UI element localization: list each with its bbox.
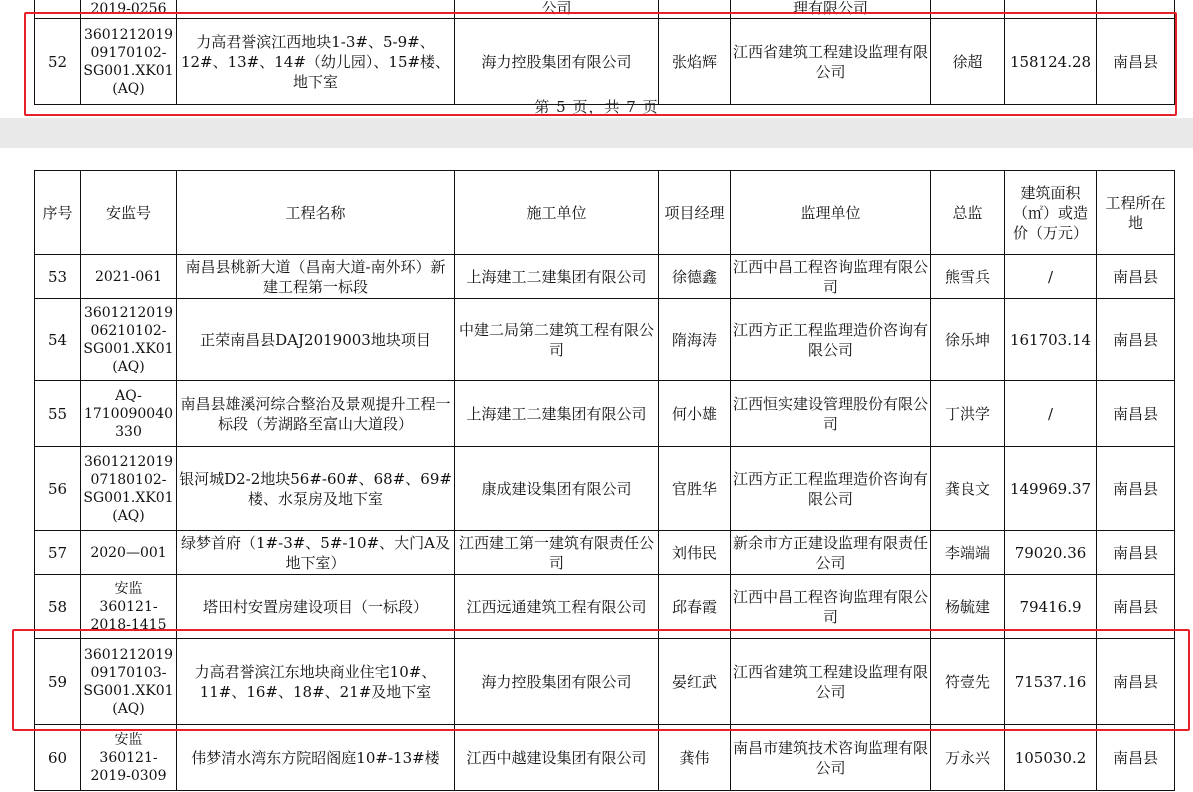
cell-location: 南昌县: [1097, 381, 1175, 447]
table-header-row: [35, 171, 1175, 255]
cell-contractor: 江西建工第一建筑有限责任公司: [455, 531, 659, 575]
cell-supervisor: 新余市方正建设监理有限责任公司: [731, 531, 931, 575]
table-row: [35, 299, 1175, 381]
cell-project: 银河城D2-2地块56#-60#、68#、69#楼、水泵房及地下室: [177, 447, 455, 531]
cell-seq: 52: [35, 19, 81, 105]
cell-chief: 符壹先: [931, 639, 1005, 725]
cell-supervisor: 江西省建筑工程建设监理有限公司: [731, 639, 931, 725]
cell-contractor: 上海建工二建集团有限公司: [455, 255, 659, 299]
cell-seq: 57: [35, 531, 81, 575]
cell-manager: 何小雄: [659, 381, 731, 447]
cell-supervisor: 江西方正工程监理造价咨询有限公司: [731, 447, 931, 531]
cell-area: 161703.14: [1005, 299, 1097, 381]
cell-project: 绿梦首府（1#-3#、5#-10#、大门A及地下室）: [177, 531, 455, 575]
cell-location: 南昌县: [1097, 255, 1175, 299]
highlight-box-row-52: [24, 12, 1177, 116]
cell-supervisor: 江西中昌工程咨询监理有限公司: [731, 255, 931, 299]
cell-seq: 58: [35, 575, 81, 639]
cell-contractor: 公司: [455, 0, 659, 19]
cell-seq: 60: [35, 725, 81, 791]
cell-supervisor: 江西中昌工程咨询监理有限公司: [731, 575, 931, 639]
cell-anjian: AQ- 1710090040 330: [81, 381, 177, 447]
cell-area: 105030.2: [1005, 725, 1097, 791]
cell-location: 南昌县: [1097, 299, 1175, 381]
header-contractor: 施工单位: [455, 171, 659, 255]
cell-anjian: 3601212019 07180102- SG001.XK01 (AQ): [81, 447, 177, 531]
cell-chief: 徐超: [931, 19, 1005, 105]
page-footer: 第 5 页，共 7 页: [534, 98, 659, 116]
cell-seq: 59: [35, 639, 81, 725]
header-manager: 项目经理: [659, 171, 731, 255]
cell-project: 南昌县雄溪河综合整治及景观提升工程一标段（芳湖路至富山大道段）: [177, 381, 455, 447]
cell-chief: 杨毓建: [931, 575, 1005, 639]
cell-project: 伟梦清水湾东方院昭阁庭10#-13#楼: [177, 725, 455, 791]
header-supervisor: 监理单位: [731, 171, 931, 255]
cell-anjian: 安监 360121- 2019-0309: [81, 725, 177, 791]
cell-location: 南昌县: [1097, 639, 1175, 725]
page-gap: [0, 118, 1193, 148]
cell-chief: 龚良文: [931, 447, 1005, 531]
header-location: 工程所在地: [1097, 171, 1175, 255]
cell-contractor: 江西远通建筑工程有限公司: [455, 575, 659, 639]
cell-area: 79020.36: [1005, 531, 1097, 575]
cell-anjian: 3601212019 06210102- SG001.XK01 (AQ): [81, 299, 177, 381]
cell-area: /: [1005, 255, 1097, 299]
cell-project: 塔田村安置房建设项目（一标段）: [177, 575, 455, 639]
table-row: [35, 447, 1175, 531]
header-anjian: 安监号: [81, 171, 177, 255]
cell-chief: 万永兴: [931, 725, 1005, 791]
cell-anjian: 3601212019 09170102- SG001.XK01 (AQ): [81, 19, 177, 105]
cell-area: 79416.9: [1005, 575, 1097, 639]
table-row: [35, 381, 1175, 447]
cell-supervisor: 江西恒实建设管理股份有限公司: [731, 381, 931, 447]
cell-chief: 丁洪学: [931, 381, 1005, 447]
header-seq: 序号: [35, 171, 81, 255]
cell-chief: 熊雪兵: [931, 255, 1005, 299]
cell-supervisor: 南昌市建筑技术咨询监理有限公司: [731, 725, 931, 791]
cell-anjian: 2019-0256: [81, 0, 177, 19]
cell-anjian: 安监 360121- 2018-1415: [81, 575, 177, 639]
cell-project: 南昌县桃新大道（昌南大道-南外环）新建工程第一标段: [177, 255, 455, 299]
table-row: [35, 531, 1175, 575]
cell-manager: 刘伟民: [659, 531, 731, 575]
cell-seq: 56: [35, 447, 81, 531]
header-area: 建筑面积（㎡）或造价（万元）: [1005, 171, 1097, 255]
cell-seq: 53: [35, 255, 81, 299]
cell-anjian: 2020—001: [81, 531, 177, 575]
cell-supervisor: 江西省建筑工程建设监理有限公司: [731, 19, 931, 105]
cell-location: 南昌县: [1097, 575, 1175, 639]
cell-manager: 张焰辉: [659, 19, 731, 105]
cell-manager: 龚伟: [659, 725, 731, 791]
cell-contractor: 中建二局第二建筑工程有限公司: [455, 299, 659, 381]
cell-location: 南昌县: [1097, 447, 1175, 531]
cell-location: 南昌县: [1097, 19, 1175, 105]
cell-project: 力高君誉滨江西地块1-3#、5-9#、12#、13#、14#（幼儿园）、15#楼、地下室: [177, 19, 455, 105]
cell-anjian: 2021-061: [81, 255, 177, 299]
cell-project: 正荣南昌县DAJ2019003地块项目: [177, 299, 455, 381]
cell-chief: 李端端: [931, 531, 1005, 575]
cell-manager: 官胜华: [659, 447, 731, 531]
cell-area: /: [1005, 381, 1097, 447]
table-row: [35, 725, 1175, 791]
cell-supervisor: 理有限公司: [731, 0, 931, 19]
cell-location: 南昌县: [1097, 531, 1175, 575]
cell-manager: 徐德鑫: [659, 255, 731, 299]
header-project: 工程名称: [177, 171, 455, 255]
cell-contractor: 康成建设集团有限公司: [455, 447, 659, 531]
header-chief: 总监: [931, 171, 1005, 255]
cell-contractor: 海力控股集团有限公司: [455, 19, 659, 105]
cell-area: 158124.28: [1005, 19, 1097, 105]
cell-area: 149969.37: [1005, 447, 1097, 531]
cell-contractor: 江西中越建设集团有限公司: [455, 725, 659, 791]
cell-manager: 隋海涛: [659, 299, 731, 381]
cell-supervisor: 江西方正工程监理造价咨询有限公司: [731, 299, 931, 381]
table-row: [35, 255, 1175, 299]
cell-contractor: 海力控股集团有限公司: [455, 639, 659, 725]
cell-chief: 徐乐坤: [931, 299, 1005, 381]
cell-seq: 55: [35, 381, 81, 447]
cell-anjian: 3601212019 09170103- SG001.XK01 (AQ): [81, 639, 177, 725]
cell-seq: 54: [35, 299, 81, 381]
cell-location: 南昌县: [1097, 725, 1175, 791]
cell-area: 71537.16: [1005, 639, 1097, 725]
highlight-box-row-59: [12, 629, 1190, 731]
cell-contractor: 上海建工二建集团有限公司: [455, 381, 659, 447]
cell-manager: 晏红武: [659, 639, 731, 725]
cell-manager: 邱春霞: [659, 575, 731, 639]
cell-project: 力高君誉滨江东地块商业住宅10#、11#、16#、18#、21#及地下室: [177, 639, 455, 725]
